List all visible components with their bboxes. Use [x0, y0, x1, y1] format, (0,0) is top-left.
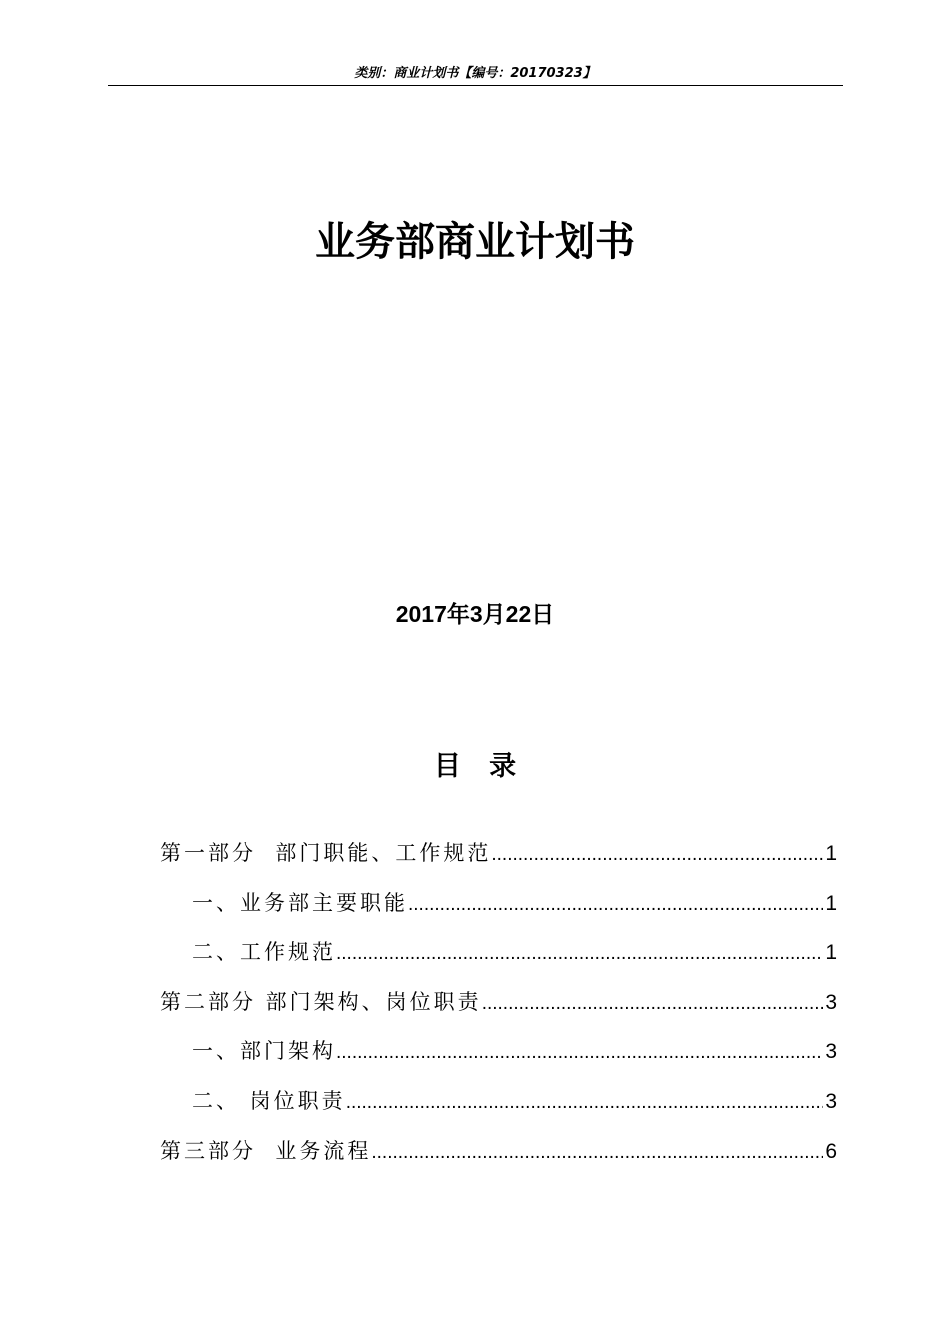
toc-entry-page: 6	[825, 1139, 837, 1163]
toc-entry-page: 1	[825, 941, 837, 965]
toc-dot-leader	[346, 1078, 824, 1128]
toc-entry-page: 1	[825, 842, 837, 865]
toc-entry[interactable]	[160, 978, 837, 1028]
toc-entry[interactable]	[160, 1127, 837, 1177]
document-title: 业务部商业计划书	[315, 219, 635, 265]
toc-entry-label: 一、部门架构	[192, 1039, 336, 1064]
table-of-contents	[160, 829, 837, 1176]
toc-entry-label: 第三部分 业务流程	[160, 1138, 372, 1163]
toc-heading: 目 录	[433, 751, 517, 782]
toc-dot-leader	[371, 1128, 823, 1178]
toc-entry-page: 1	[825, 891, 837, 915]
toc-entry[interactable]	[160, 928, 837, 978]
toc-entry[interactable]	[160, 879, 837, 929]
page-header: 类别：商业计划书【编号：20170323】	[354, 66, 596, 81]
toc-entry-label: 第二部分 部门架构、岗位职责	[160, 989, 482, 1014]
toc-entry[interactable]	[160, 1027, 837, 1077]
toc-entry-label: 一、业务部主要职能	[192, 890, 408, 915]
toc-entry-page: 3	[825, 1040, 837, 1064]
toc-entry-label: 二、 岗位职责	[192, 1088, 346, 1113]
toc-dot-leader	[336, 1028, 823, 1078]
toc-dot-leader	[482, 979, 824, 1029]
toc-entry-page: 3	[825, 990, 837, 1014]
toc-entry-label: 第一部分 部门职能、工作规范	[160, 841, 492, 865]
toc-entry[interactable]	[160, 1077, 837, 1127]
document-date: 2017年3月22日	[395, 601, 555, 627]
toc-entry-page: 3	[825, 1089, 837, 1113]
toc-dot-leader	[408, 880, 823, 930]
header-divider	[108, 85, 843, 86]
toc-entry-label: 二、工作规范	[192, 940, 336, 965]
toc-dot-leader	[491, 830, 823, 880]
toc-entry[interactable]	[160, 829, 837, 879]
toc-dot-leader	[336, 929, 823, 979]
